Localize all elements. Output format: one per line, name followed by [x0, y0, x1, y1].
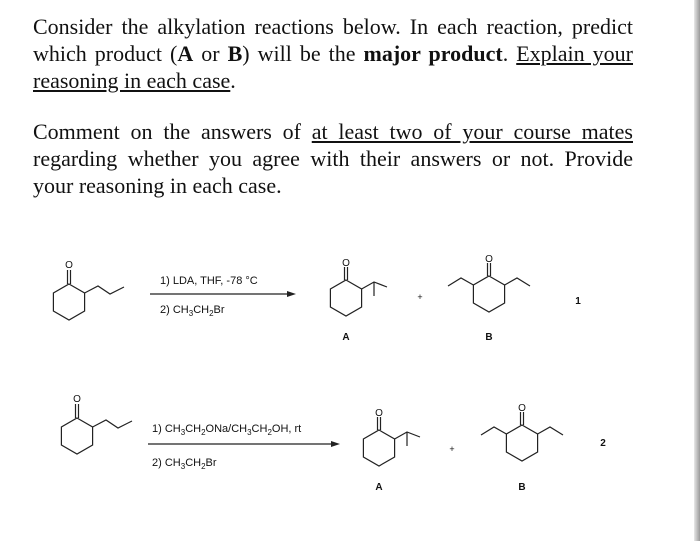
text: ) will be the	[242, 41, 364, 66]
underlined-course-mates: at least two of your course mates	[311, 119, 633, 144]
arrow-head	[331, 441, 340, 447]
plus-sign: +	[449, 444, 455, 454]
reaction-number: 1	[575, 296, 581, 307]
text: regarding whether you agree with their answers or not. Provide your reasoning in each case.	[33, 146, 633, 198]
text: Consider the alkylation reactions below. In each reaction, predict which product (	[33, 14, 633, 66]
text: .	[502, 41, 517, 66]
oxygen-label: O	[518, 403, 526, 414]
bold-a: A	[177, 41, 194, 66]
oxygen-label: O	[65, 260, 73, 271]
product-b-label: B	[485, 332, 493, 343]
reagent-step-1: 1) LDA, THF, -78 °C	[160, 275, 258, 287]
bold-major-product: major product	[363, 41, 503, 66]
product-b-2	[481, 412, 563, 461]
product-b-1	[448, 263, 530, 312]
product-a-1	[330, 267, 387, 316]
text: Comment on the answers of	[33, 119, 312, 144]
product-b-label: B	[518, 482, 526, 493]
page-edge-shadow	[694, 0, 700, 541]
starting-material-1	[53, 270, 124, 320]
reagent-step-2: 2) $CH_3CH_2Br$	[152, 457, 217, 471]
reagent-step-2: 2) $CH_3CH_2Br$	[160, 304, 225, 318]
reaction-2	[61, 394, 606, 493]
product-a-2	[363, 417, 420, 466]
reaction-1	[53, 254, 581, 343]
oxygen-label: O	[375, 408, 383, 419]
oxygen-label: O	[342, 258, 350, 269]
reagent-step-1: 1) $CH_3CH_2ONa/CH_3CH_2OH$, rt	[152, 423, 302, 437]
product-a-label: A	[342, 332, 350, 343]
text: or	[193, 41, 228, 66]
oxygen-label: O	[485, 254, 493, 265]
plus-sign: +	[417, 292, 423, 302]
oxygen-label: O	[73, 394, 81, 405]
product-a-label: A	[375, 482, 383, 493]
bold-b: B	[227, 41, 243, 66]
reaction-number: 2	[600, 438, 606, 449]
underlined-explain: Explain your reasoning in each case	[33, 41, 634, 93]
text: .	[230, 68, 236, 93]
arrow-head	[287, 291, 296, 297]
starting-material-2	[61, 404, 132, 454]
